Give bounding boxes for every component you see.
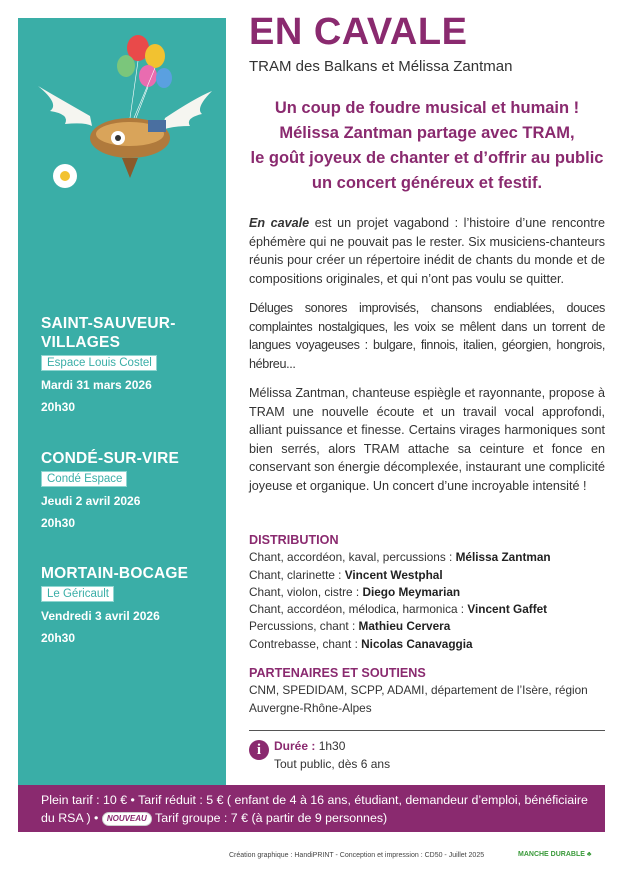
credit-role: Percussions, chant : <box>249 619 359 634</box>
venue-date: Jeudi 2 avril 2026 <box>41 494 141 508</box>
pricing-text-part: Tarif groupe : 7 € (à partir de 9 personnes) <box>151 811 388 825</box>
partners-list: CNM, SPEDIDAM, SCPP, ADAMI, département de l’Isère, région Auvergne-Rhône-Alpes <box>249 683 588 715</box>
event-sidebar <box>18 18 226 785</box>
venue-place-badge: Espace Louis Costel <box>41 355 157 371</box>
description-paragraph: Mélissa Zantman, chanteuse espiègle et rayonnante, propose à TRAM une nouvelle écoute et un travail vocal approfondi, alliant puissance et finesse. Certains virages harmoniques sont bien serrés, alors TRAM attache sa ceinture et fonce en conservant son énergie décomplexée, instaurant une complicité joyeuse et organique. Un concert d’une incroyable intensité ! <box>249 386 605 493</box>
tagline-line: Mélissa Zantman partage avec TRAM, <box>279 124 575 142</box>
credit-row <box>249 549 609 566</box>
tagline-line: le goût joyeux de chanter et d’offrir au public <box>250 149 604 167</box>
duration-label: Durée : <box>274 739 319 753</box>
credit-row <box>249 567 609 584</box>
venue-time: 20h30 <box>41 400 76 414</box>
credit-role: Chant, accordéon, kaval, percussions : <box>249 550 456 565</box>
description-paragraph <box>249 214 605 288</box>
info-icon: i <box>249 740 269 760</box>
distribution-title: DISTRIBUTION <box>249 533 339 547</box>
credit-name: Vincent Gaffet <box>467 602 548 617</box>
credit-name: Nicolas Canavaggia <box>361 636 473 651</box>
venue-city: SAINT-SAUVEUR-VILLAGES <box>41 315 176 351</box>
description-paragraph: Déluges sonores improvisés, chansons endiablées, douces complaintes nostalgiques, les voix se mêlent dans un torrent de langues voyageuses : bulgare, finnois, italien, géorgien, hongrois, hébreu... <box>249 301 605 371</box>
tagline <box>249 96 605 196</box>
distribution-section <box>249 532 609 653</box>
brand-text: MANCHE DURABLE <box>518 851 585 858</box>
credit-name: Vincent Westphal <box>344 567 443 582</box>
pricing-line <box>41 809 601 827</box>
pricing-text-part: du RSA ) • <box>41 811 102 825</box>
paragraph-text: est un projet vagabond : l’histoire d’une rencontre éphémère qui ne pouvait pas le rester. Six musiciens-chanteurs réunis pour créer un répertoire inédit de chants du monde et de compositions originales, et qui n’ont pas voulu se quitter. <box>249 216 605 286</box>
pricing-band <box>18 785 605 832</box>
pricing-line: Plein tarif : 10 € • Tarif réduit : 5 € ( enfant de 4 à 16 ans, étudiant, demandeur d’emploi, bénéficiaire <box>41 793 588 807</box>
venue-block <box>41 314 221 415</box>
new-badge: NOUVEAU <box>102 812 152 826</box>
pricing-text <box>41 791 601 827</box>
venue-date: Mardi 31 mars 2026 <box>41 378 152 392</box>
divider <box>249 730 605 731</box>
venue-place-badge: Condé Espace <box>41 471 127 487</box>
tagline-line: Un coup de foudre musical et humain ! <box>274 99 580 117</box>
credit-row <box>249 636 609 653</box>
page-title: EN CAVALE <box>249 11 468 53</box>
credit-name: Mathieu Cervera <box>358 619 451 634</box>
credit-row <box>249 618 609 635</box>
duration-info <box>274 737 390 773</box>
credit-row <box>249 601 609 618</box>
credit-role: Chant, accordéon, mélodica, harmonica : <box>249 602 468 617</box>
credits: Création graphique : HandiPRINT - Conception et impression : CD50 - Juillet 2025 <box>229 852 485 859</box>
tagline-line: un concert généreux et festif. <box>311 174 543 192</box>
description <box>249 214 605 506</box>
brand-logo <box>518 851 591 858</box>
leaf-icon: ♣ <box>586 851 592 858</box>
credit-row <box>249 584 609 601</box>
venue-time: 20h30 <box>41 631 76 645</box>
venue-block <box>41 564 221 646</box>
credit-name: Mélissa Zantman <box>455 550 551 565</box>
credit-name: Diego Meymarian <box>362 584 461 599</box>
page-subtitle: TRAM des Balkans et Mélissa Zantman <box>249 58 513 75</box>
duration-value: 1h30 <box>318 739 346 753</box>
partners-section <box>249 665 605 717</box>
venue-city: MORTAIN-BOCAGE <box>41 565 189 582</box>
venue-block <box>41 449 221 531</box>
venue-city: CONDÉ-SUR-VIRE <box>41 450 180 467</box>
credit-role: Contrebasse, chant : <box>249 636 362 651</box>
venue-time: 20h30 <box>41 516 76 530</box>
project-name: En cavale <box>249 216 310 230</box>
credit-role: Chant, clarinette : <box>249 567 345 582</box>
venue-place-badge: Le Géricault <box>41 586 114 602</box>
audience-info: Tout public, dès 6 ans <box>274 757 391 771</box>
airship-illustration <box>30 26 220 196</box>
credit-role: Chant, violon, cistre : <box>249 584 363 599</box>
partners-title: PARTENAIRES ET SOUTIENS <box>249 666 426 680</box>
venue-date: Vendredi 3 avril 2026 <box>41 609 160 623</box>
